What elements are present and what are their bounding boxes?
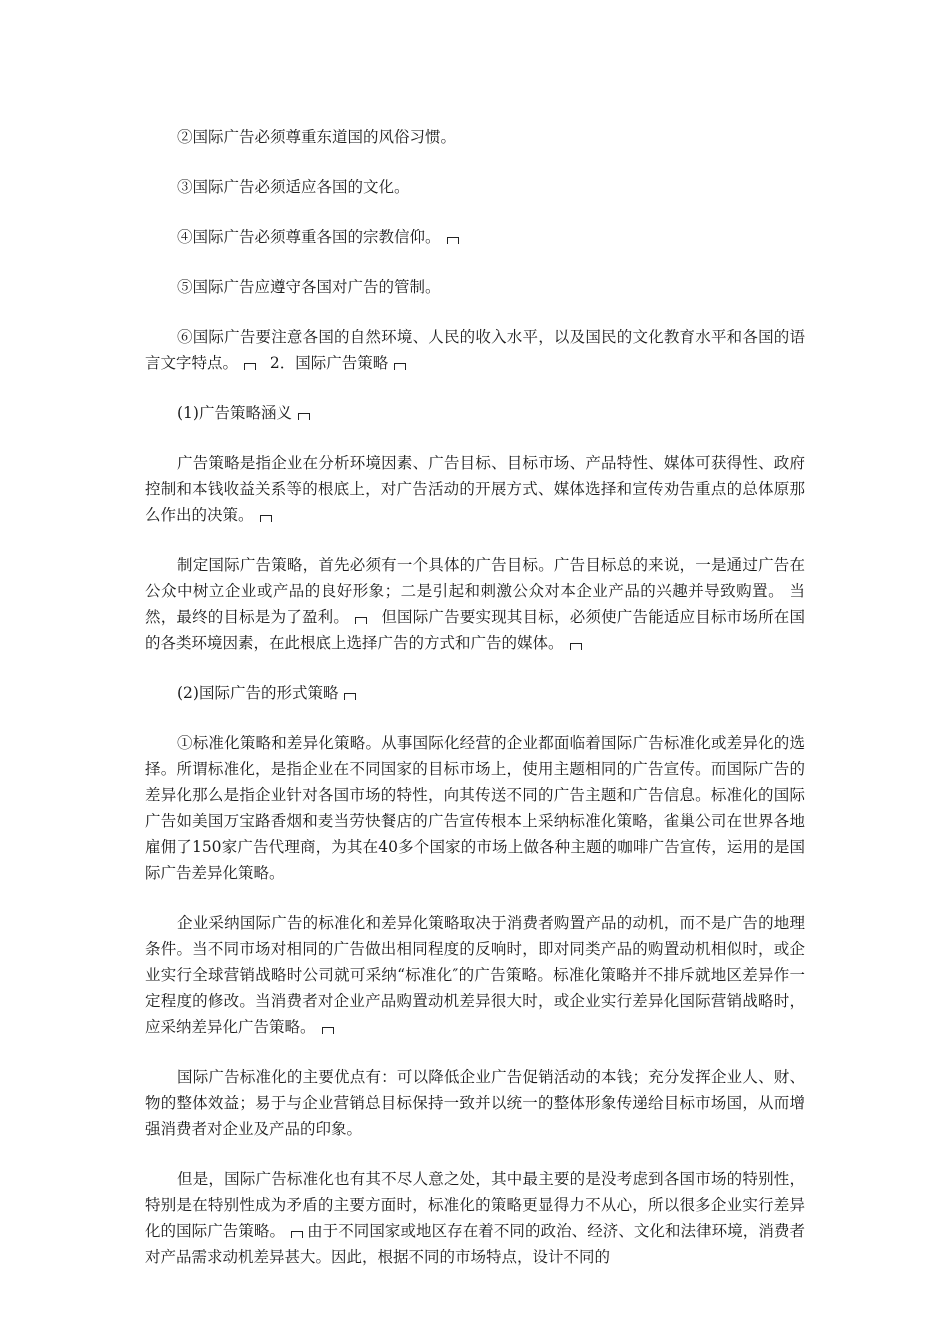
paragraph-text: 企业采纳国际广告的标准化和差异化策略取决于消费者购置产品的动机，而不是广告的地理条件。当不同市场对相同的广告做出相同程度的反响时，即对同类产品的购置动机相似时，或企业实行全球营销战略时公司就可采纳“标准化″的广告策略。标准化策略并不排斥就地区差异作一定程度的修改。当消费者对企业产品购置动机差异很大时，或企业实行差异化国际营销战略时，应采纳差异化广告策略。 <box>145 914 805 1036</box>
paragraph <box>145 730 805 886</box>
paragraph-end-mark <box>570 643 582 650</box>
paragraph <box>145 680 805 706</box>
paragraph-text: ⑥国际广告要注意各国的自然环境、人民的收入水平，以及国民的文化教育水平和各国的语言文字特点。 <box>145 328 805 372</box>
document-page <box>145 124 805 1270</box>
paragraph-text: ⑤国际广告应遵守各国对广告的管制。 <box>177 278 441 296</box>
paragraph-end-mark <box>344 693 356 700</box>
paragraph-text: ②国际广告必须尊重东道国的风俗习惯。 <box>177 128 457 146</box>
section-heading: 2．国际广告策略 <box>269 354 389 372</box>
paragraph <box>145 174 805 200</box>
paragraph <box>145 124 805 150</box>
paragraph <box>145 400 805 426</box>
paragraph-end-mark <box>244 363 256 370</box>
paragraph-text: ③国际广告必须适应各国的文化。 <box>177 178 410 196</box>
paragraph <box>145 324 805 376</box>
paragraph-text: 但是，国际广告标准化也有其不尽人意之处，其中最主要的是没考虑到各国市场的特别性， 特别是在特别性成为矛盾的主要方面时，标准化的策略更显得力不从心，所以很多企业实行差异化的国际广告策略。 <box>145 1170 805 1240</box>
paragraph-end-mark <box>260 515 272 522</box>
subsection-heading: (1)广告策略涵义 <box>177 404 292 422</box>
paragraph-end-mark <box>394 363 406 370</box>
paragraph-end-mark <box>355 617 367 624</box>
paragraph <box>145 1166 805 1270</box>
paragraph-text: 制定国际广告策略，首先必须有一个具体的广告目标。广告目标总的来说，一是通过广告在公众中树立企业或产品的良好形象；二是引起和刺激公众对本企业产品的兴趣并导致购置。 当然，最终的目标是为了盈利。 <box>145 556 805 626</box>
paragraph <box>145 274 805 300</box>
paragraph-end-mark <box>447 237 459 244</box>
paragraph-text: 广告策略是指企业在分析环境因素、广告目标、目标市场、产品特性、媒体可获得性、政府控制和本钱收益关系等的根底上，对广告活动的开展方式、媒体选择和宣传劝告重点的总体原那么作出的决策。 <box>145 454 805 524</box>
paragraph <box>145 224 805 250</box>
paragraph-end-mark <box>322 1027 334 1034</box>
subsection-heading: (2)国际广告的形式策略 <box>177 684 339 702</box>
paragraph-text: 但国际广告要实现其目标，必须使广告能适应目标市场所在国的各类环境因素，在此根底上选择广告的方式和广告的媒体。 <box>145 608 805 652</box>
paragraph <box>145 552 805 656</box>
paragraph <box>145 910 805 1040</box>
paragraph-end-mark <box>291 1231 303 1238</box>
paragraph-end-mark <box>298 413 310 420</box>
paragraph-text: 由于不同国家或地区存在着不同的政治、经济、文化和法律环境，消费者对产品需求动机差异甚大。因此，根据不同的市场特点，设计不同的 <box>145 1222 805 1266</box>
paragraph-text: ④国际广告必须尊重各国的宗教信仰。 <box>177 228 441 246</box>
paragraph <box>145 1064 805 1142</box>
paragraph-text: ①标准化策略和差异化策略。从事国际化经营的企业都面临着国际广告标准化或差异化的选择。所谓标准化，是指企业在不同国家的目标市场上，使用主题相同的广告宣传。而国际广告的差异化那么是指企业针对各国市场的特性，向其传送不同的广告主题和广告信息。标准化的国际广告如美国万宝路香烟和麦当劳快餐店的广告宣传根本上采纳标准化策略，雀巢公司在世界各地雇佣了150家广告代理商，为其在40多个国家的市场上做各种主题的咖啡广告宣传，运用的是国际广告差异化策略。 <box>145 734 805 882</box>
paragraph <box>145 450 805 528</box>
paragraph-text: 国际广告标准化的主要优点有：可以降低企业广告促销活动的本钱；充分发挥企业人、财、物的整体效益；易于与企业营销总目标保持一致并以统一的整体形象传递给目标市场国，从而增强消费者对企业及产品的印象。 <box>145 1068 805 1138</box>
